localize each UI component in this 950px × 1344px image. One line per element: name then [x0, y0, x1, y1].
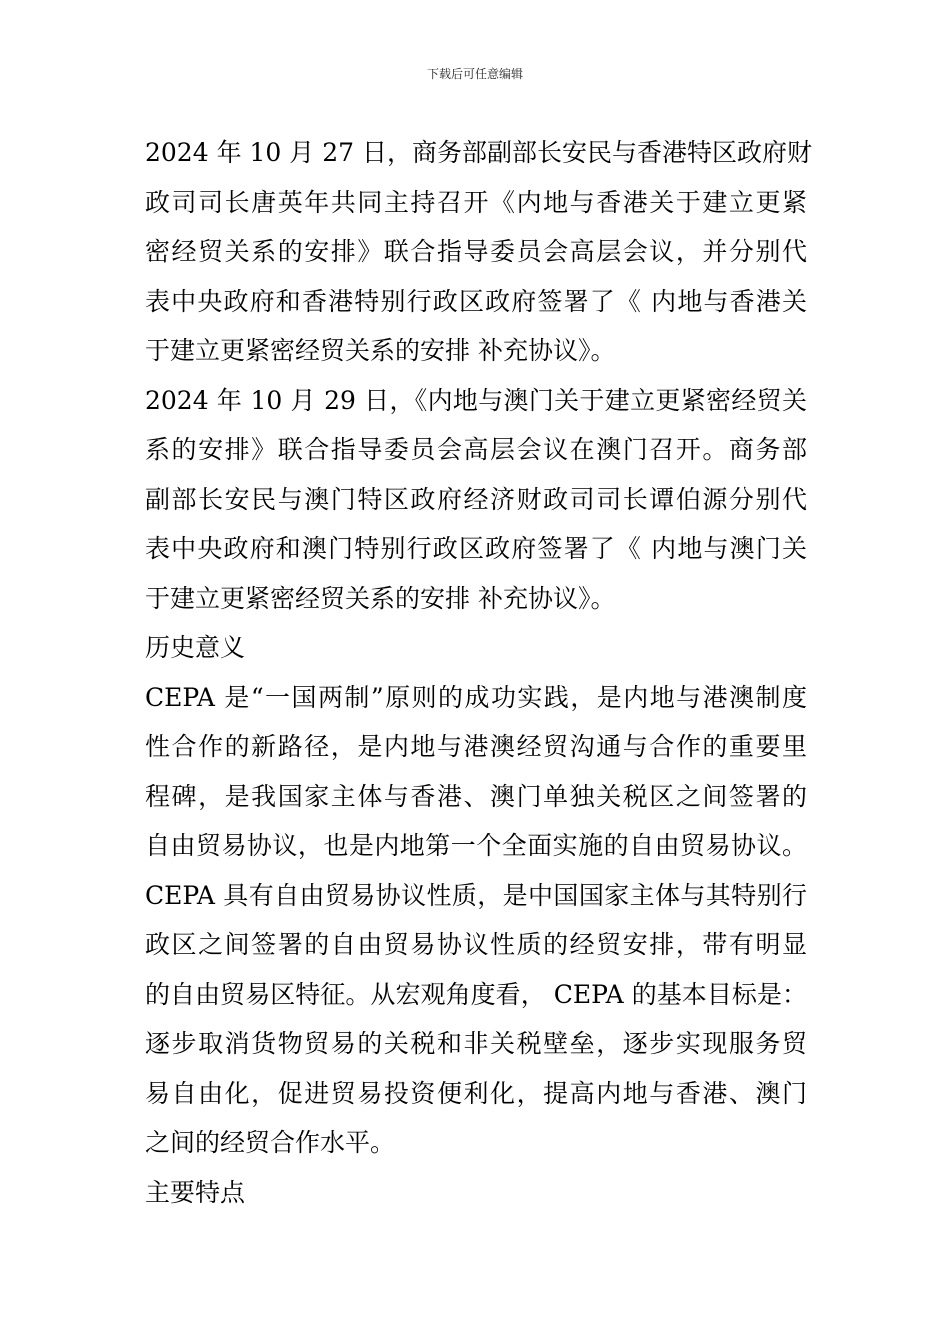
paragraph-macao-agreement [145, 376, 807, 624]
text-line: 系的安排》联合指导委员会高层会议在澳门召开。商务部 [145, 435, 807, 464]
section-heading-history [145, 623, 807, 673]
document-body [145, 128, 812, 1217]
text-line: 性合作的新路径，是内地与港澳经贸沟通与合作的重要里 [145, 732, 807, 761]
paragraph-cepa-significance [145, 673, 807, 871]
text-line: 2024 年 10 月 29 日，《内地与澳门关于建立更紧密经贸关 [145, 385, 807, 415]
text-line: 于建立更紧密经贸关系的安排 补充协议》。 [145, 583, 616, 613]
page-header: 下载后可任意编辑 [426, 67, 523, 81]
paragraph-cepa-nature [145, 871, 807, 1168]
text-line: CEPA 是“一国两制”原则的成功实践，是内地与港澳制度 [145, 682, 807, 712]
text-line: 之间的经贸合作水平。 [145, 1128, 396, 1157]
text-line: 于建立更紧密经贸关系的安排 补充协议》。 [145, 336, 616, 365]
text-line: 的自由贸易区特征。从宏观角度看， CEPA 的基本目标是： [145, 979, 807, 1009]
text-line: 表中央政府和香港特别行政区政府签署了《 内地与香港关 [145, 286, 807, 316]
text-line: 自由贸易协议，也是内地第一个全面实施的自由贸易协议。 [145, 831, 807, 860]
text-line: 副部长安民与澳门特区政府经济财政司司长谭伯源分别代 [145, 484, 807, 514]
text-line: 密经贸关系的安排》联合指导委员会高层会议，并分别代 [145, 237, 807, 266]
text-line: 政区之间签署的自由贸易协议性质的经贸安排，带有明显 [145, 930, 807, 959]
heading-text: 历史意义 [145, 633, 246, 662]
text-line: 表中央政府和澳门特别行政区政府签署了《 内地与澳门关 [145, 534, 807, 563]
text-line: 政司司长唐英年共同主持召开《内地与香港关于建立更紧 [145, 187, 807, 217]
section-heading-features [145, 1168, 807, 1218]
text-line: 程碑，是我国家主体与香港、澳门单独关税区之间签署的 [145, 781, 807, 811]
heading-text: 主要特点 [145, 1177, 246, 1207]
text-line: 2024 年 10 月 27 日，商务部副部长安民与香港特区政府财 [145, 138, 812, 167]
text-line: 易自由化，促进贸易投资便利化，提高内地与香港、澳门 [145, 1078, 807, 1108]
paragraph-hk-agreement [145, 128, 812, 376]
text-line: 逐步取消货物贸易的关税和非关税壁垒，逐步实现服务贸 [145, 1029, 807, 1058]
text-line: CEPA 具有自由贸易协议性质，是中国国家主体与其特别行 [145, 880, 807, 910]
